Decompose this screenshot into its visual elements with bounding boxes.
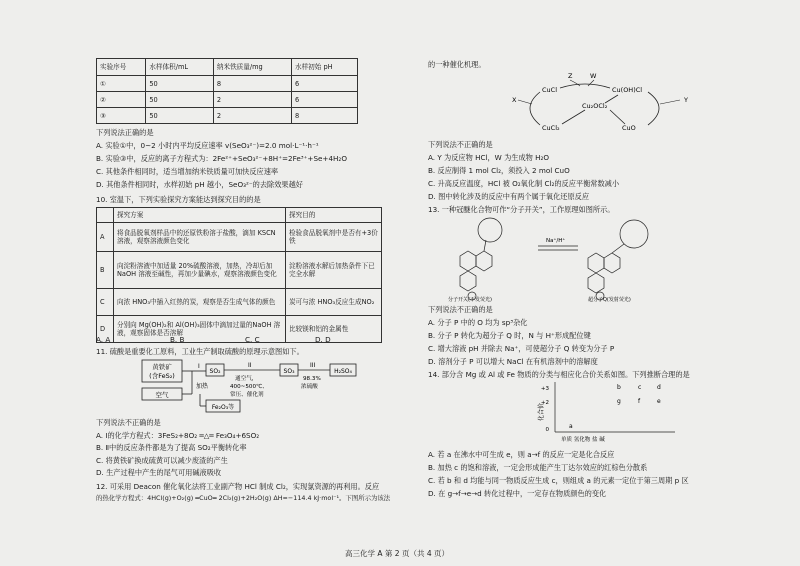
table-cell: ① xyxy=(97,76,146,92)
table-row xyxy=(97,76,358,92)
species-cucl2: CuCl₂ xyxy=(542,124,560,132)
table-row xyxy=(97,108,358,124)
species-cuo: CuO xyxy=(622,124,636,132)
q12-option-c: C. 升高反应温度，HCl 被 O₂氧化制 Cl₂的反应平衡常数减小 xyxy=(428,179,620,188)
heat-label: 加热 xyxy=(196,383,209,390)
q12-option-a: A. Y 为反应物 HCl，W 为生成物 H₂O xyxy=(428,153,550,162)
molecule-p-caption: 分子开关(不发荧光) xyxy=(448,297,492,302)
q14-option-d: D. 在 g→f→e→d 转化过程中，一定存在物质颜色的变化 xyxy=(428,489,607,498)
y-tick-label: +2 xyxy=(540,400,549,406)
cycle-arrow-right xyxy=(648,92,659,125)
q11-option-c: C. 将黄铁矿换成硫黄可以减少废渣的产生 xyxy=(96,456,228,465)
q10-option-b: B. B xyxy=(170,335,185,344)
q12-sub-stem: 下列说法不正确的是 xyxy=(428,140,493,149)
q12-mechanism-intro: 的一种催化机理。 xyxy=(428,60,486,69)
condition-line-2: 400~500℃、 xyxy=(230,384,268,390)
q10-option-c: C. C xyxy=(245,335,260,344)
point-b: b xyxy=(617,384,621,391)
catalytic-cycle-diagram xyxy=(500,70,700,138)
table-cell: 8 xyxy=(291,108,357,124)
table-header-row xyxy=(97,208,382,223)
table-cell: 比较镁和铝的金属性 xyxy=(286,316,382,343)
table-cell: 6 xyxy=(291,76,357,92)
so2-label: SO₂ xyxy=(209,368,221,375)
table-header-cell: 纳米铁质量/mg xyxy=(213,59,291,76)
q9-stem: 下列说法正确的是 xyxy=(96,128,154,137)
page-footer: 高三化学 A 第 2 页（共 4 页） xyxy=(345,549,449,558)
cycle-arrow-x xyxy=(518,100,532,104)
table-cell: A xyxy=(97,223,114,252)
ore-label: 黄铁矿 xyxy=(152,363,172,371)
absorbent-line-1: 98.3% xyxy=(303,376,321,382)
cycle-arrow-y xyxy=(660,100,680,104)
point-e: e xyxy=(657,398,661,405)
cycle-arrow-top xyxy=(560,84,610,88)
point-a: a xyxy=(569,423,573,430)
point-d: d xyxy=(657,384,661,391)
species-cu2ocl2: Cu₂OCl₂ xyxy=(582,102,608,110)
q12-line-2: 的热化学方程式：4HCl(g)+O₂(g) ═CuO═ 2Cl₂(g)+2H₂O(g) ΔH=−114.4 kJ·mol⁻¹。下图所示为该法 xyxy=(96,494,391,502)
q13-option-a: A. 分子 P 中的 O 均为 sp³杂化 xyxy=(428,318,528,327)
step-1-label: I xyxy=(198,363,200,370)
h2so4-label: H₂SO₄ xyxy=(334,368,352,375)
q14-option-a: A. 若 a 在沸水中可生成 e，则 a→f 的反应一定是化合反应 xyxy=(428,450,615,459)
condition-line-1: 通空气， xyxy=(235,376,258,382)
table-cell: D xyxy=(97,316,114,343)
q11-option-b: B. Ⅱ中的反应条件都是为了提高 SO₂平衡转化率 xyxy=(96,443,247,452)
cycle-arrow-center-right xyxy=(610,110,625,124)
table-header-cell: 实验序号 xyxy=(97,59,146,76)
equilibrium-arrow-label: Na⁺/H⁺ xyxy=(546,238,566,244)
fe2o3-label: Fe₂O₃等 xyxy=(211,404,235,411)
supramolecule-q xyxy=(588,220,648,300)
table-cell: 将食品脱氧剂样品中的还原铁粉溶于盐酸，滴加 KSCN 溶液，观察溶液颜色变化 xyxy=(114,223,286,252)
species-cuohcl: Cu(OH)Cl xyxy=(612,86,643,94)
q9-option-d: D. 其他条件相同时，水样初始 pH 越小，SeO₃²⁻的去除效果越好 xyxy=(96,180,303,189)
table-cell: 炭可与浓 HNO₃反应生成NO₂ xyxy=(286,289,382,316)
cycle-arrow-center-left xyxy=(562,110,585,124)
table-cell: ③ xyxy=(97,108,146,124)
q14-option-c: C. 若 b 和 d 均能与同一物质反应生成 c，则组成 a 的元素一定位于第三周期 p 区 xyxy=(428,476,689,485)
q10-stem: 10. 室温下，下列实验探究方案能达到探究目的的是 xyxy=(96,195,261,204)
q10-option-d: D. D xyxy=(315,335,331,344)
table-row xyxy=(97,289,382,316)
q13-option-d: D. 溶剂分子 P 可以增大 NaCl 在有机溶剂中的溶解度 xyxy=(428,357,598,366)
q14-option-b: B. 加热 c 的饱和溶液，一定会形成能产生丁达尔效应的红棕色分散系 xyxy=(428,463,648,472)
label-z: Z xyxy=(568,72,573,80)
cycle-arrow-left xyxy=(530,92,540,125)
table-header-cell: 水样体积/mL xyxy=(146,59,214,76)
table-cell: 向浓 HNO₃中插入红热的炭，观察是否生成气体的颜色 xyxy=(114,289,286,316)
q11-stem: 11. 硫酸是重要化工原料，工业生产制取硫酸的原理示意图如下。 xyxy=(96,347,304,356)
q12-option-d: D. 图中转化涉及的反应中有两个属于氧化还原反应 xyxy=(428,192,590,201)
table-row xyxy=(97,252,382,289)
table-cell: 50 xyxy=(146,92,214,108)
supramolecule-q-caption: 超分子Q(发射荧光) xyxy=(588,297,631,302)
experiment-table xyxy=(96,58,358,124)
table-header-cell xyxy=(97,208,114,223)
sulfuric-acid-flow-diagram xyxy=(140,358,380,414)
point-g: g xyxy=(617,398,621,405)
table-cell: 向淀粉溶液中加适量 20%硫酸溶液，加热，冷却后加 NaOH 溶液至碱性，再加少量碘水，观察溶液颜色变化 xyxy=(114,252,286,289)
table-cell: 50 xyxy=(146,76,214,92)
air-label: 空气 xyxy=(155,391,169,399)
table-row xyxy=(97,316,382,343)
table-row xyxy=(97,223,382,252)
molecular-switch-diagram xyxy=(438,216,678,302)
table-cell: 分别向 Mg(OH)₂和 Al(OH)₃固体中滴加过量的NaOH 溶液，观察固体是否溶解 xyxy=(114,316,286,343)
table-cell: 淀粉溶液水解后加热条件下已完全水解 xyxy=(286,252,382,289)
table-cell: 8 xyxy=(213,76,291,92)
q13-option-c: C. 增大溶液 pH 并除去 Na⁺，可使超分子 Q 转变为分子 P xyxy=(428,344,615,353)
q12-option-b: B. 反应制得 1 mol Cl₂，须投入 2 mol CuO xyxy=(428,166,570,175)
table-cell: ② xyxy=(97,92,146,108)
table-cell: 检验食品脱氧剂中是否有+3价铁 xyxy=(286,223,382,252)
condition-line-3: 常压、催化剂 xyxy=(230,392,264,398)
x-category-labels: 单质 氢化物 盐 碱 xyxy=(561,437,605,443)
cycle-arrow-center-top xyxy=(605,95,618,103)
label-y: Y xyxy=(684,96,688,104)
table-header-cell: 水样初始 pH xyxy=(291,59,357,76)
label-w: W xyxy=(590,72,597,80)
q13-option-b: B. 分子 P 转化为超分子 Q 时，N 与 H⁺形成配位键 xyxy=(428,331,591,340)
q13-stem: 13. 一种冠醚化合物可作“分子开关”，工作原理如图所示。 xyxy=(428,205,615,214)
q9-option-c: C. 其他条件相同时，适当增加纳米铁质量可加快反应速率 xyxy=(96,167,279,176)
q10-option-a: A. A xyxy=(96,335,111,344)
species-cucl: CuCl xyxy=(542,86,558,94)
valence-classification-chart xyxy=(535,378,685,448)
step-3-label: III xyxy=(310,362,316,369)
ore-label-2: (含FeS₂) xyxy=(149,372,175,380)
point-f: f xyxy=(638,398,641,405)
molecule-p xyxy=(460,218,502,300)
table-header-cell: 探究方案 xyxy=(114,208,286,223)
table-cell: B xyxy=(97,252,114,289)
q9-option-b: B. 实验③中，反应的离子方程式为：2Fe²⁺+SeO₃²⁻+8H⁺=2Fe³⁺+Se+4H₂O xyxy=(96,154,347,163)
table-cell: 2 xyxy=(213,108,291,124)
q11-sub-stem: 下列说法不正确的是 xyxy=(96,418,161,427)
step-2-label: II xyxy=(248,362,252,369)
point-c: c xyxy=(638,384,642,391)
q10-table xyxy=(96,207,382,343)
label-x: X xyxy=(512,96,517,104)
table-header-row xyxy=(97,59,358,76)
table-cell: 2 xyxy=(213,92,291,108)
table-cell: 6 xyxy=(291,92,357,108)
q14-stem: 14. 部分含 Mg 或 Al 或 Fe 物质的分类与相应化合价关系如图。下列推断合理的是 xyxy=(428,370,690,379)
q11-option-d: D. 生产过程中产生的尾气可用碱液吸收 xyxy=(96,468,222,477)
table-row xyxy=(97,92,358,108)
q11-option-a: A. Ⅰ的化学方程式：3FeS₂+8O₂ ═△═ Fe₃O₄+6SO₂ xyxy=(96,431,260,440)
q9-option-a: A. 实验①中，0~2 小时内平均反应速率 v(SeO₃²⁻)=2.0 mol·L⁻¹·h⁻¹ xyxy=(96,141,319,150)
table-header-cell: 探究目的 xyxy=(286,208,382,223)
y-tick-label: 0 xyxy=(545,427,549,433)
absorbent-line-2: 浓硫酸 xyxy=(301,384,318,390)
q13-sub-stem: 下列说法不正确的是 xyxy=(428,305,493,314)
table-cell: 50 xyxy=(146,108,214,124)
table-cell: C xyxy=(97,289,114,316)
y-axis-label: 化合价 xyxy=(538,402,545,422)
cycle-arrow-w xyxy=(588,80,594,86)
q12-line-1: 12. 可采用 Deacon 催化氧化法将工业副产物 HCl 制成 Cl₂，实现氯资源的再利用。反应 xyxy=(96,482,380,491)
so3-label: SO₃ xyxy=(283,368,295,375)
y-tick-label: +3 xyxy=(540,386,549,392)
